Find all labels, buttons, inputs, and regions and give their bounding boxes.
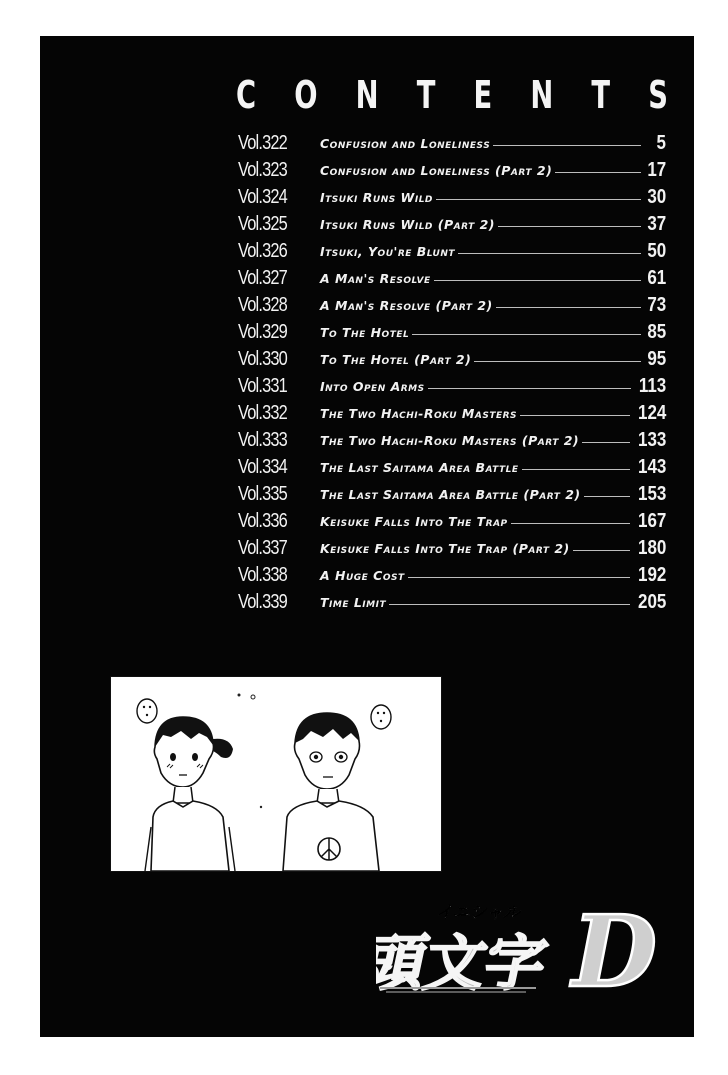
page-number: 133 (637, 429, 666, 451)
dot-leader (584, 496, 630, 497)
toc-row (238, 589, 666, 616)
volume-number: Vol.334 (238, 456, 287, 478)
volume-number: Vol.325 (238, 213, 287, 235)
toc-row (238, 157, 666, 184)
heading-letter: O (294, 73, 318, 117)
volume-number: Vol.326 (238, 240, 287, 262)
toc-row (238, 562, 666, 589)
volume-number: Vol.337 (238, 537, 287, 559)
dot-leader (573, 550, 630, 551)
volume-number: Vol.338 (238, 564, 287, 586)
page-number: 180 (637, 537, 666, 559)
page-number: 143 (637, 456, 666, 478)
page-number: 50 (647, 240, 666, 262)
dot-leader (511, 523, 630, 524)
dot-leader (458, 253, 641, 254)
page-number: 192 (637, 564, 666, 586)
volume-number: Vol.322 (238, 132, 287, 154)
page-number: 205 (637, 591, 666, 613)
manga-characters-drawing (111, 677, 441, 871)
chapter-title: To The Hotel (Part 2) (320, 352, 472, 367)
dot-leader (496, 307, 641, 308)
chapter-title: Itsuki, You're Blunt (320, 244, 456, 259)
toc-row (238, 211, 666, 238)
volume-number: Vol.336 (238, 510, 287, 532)
toc-row (238, 481, 666, 508)
dot-leader (555, 172, 640, 173)
chapter-title: A Man's Resolve (320, 271, 431, 286)
toc-row (238, 319, 666, 346)
chapter-title: Keisuke Falls Into The Trap (Part 2) (320, 541, 570, 556)
manga-illustration (110, 676, 442, 872)
dot-leader (389, 604, 630, 605)
volume-number: Vol.333 (238, 429, 287, 451)
chapter-title: Into Open Arms (320, 379, 425, 394)
chapter-title: To The Hotel (320, 325, 410, 340)
page-number: 37 (647, 213, 666, 235)
volume-number: Vol.323 (238, 159, 287, 181)
logo-kanji: 頭文字 (376, 929, 553, 996)
logo-kana: イニシャル (436, 903, 520, 923)
volume-number: Vol.331 (238, 375, 287, 397)
heading-letter: C (236, 73, 257, 117)
toc-row (238, 373, 666, 400)
dot-leader (474, 361, 640, 362)
heading-letter: N (530, 73, 554, 117)
dot-leader (493, 145, 641, 146)
page-number: 5 (656, 132, 666, 154)
page-number: 167 (637, 510, 666, 532)
chapter-title: A Man's Resolve (Part 2) (320, 298, 493, 313)
chapter-title: The Last Saitama Area Battle (320, 460, 519, 475)
contents-heading (236, 72, 668, 118)
volume-number: Vol.324 (238, 186, 287, 208)
toc-row (238, 535, 666, 562)
page-number: 153 (637, 483, 666, 505)
dot-leader (522, 469, 630, 470)
page-number: 95 (647, 348, 666, 370)
heading-letter: T (591, 73, 611, 117)
volume-number: Vol.330 (238, 348, 287, 370)
toc-row (238, 238, 666, 265)
page-number: 85 (647, 321, 666, 343)
chapter-title: Keisuke Falls Into The Trap (320, 514, 508, 529)
toc-row (238, 130, 666, 157)
toc-row (238, 400, 666, 427)
page-number: 124 (637, 402, 666, 424)
chapter-title: Confusion and Loneliness (320, 136, 491, 151)
chapter-title: A Huge Cost (320, 568, 405, 583)
toc-row (238, 265, 666, 292)
dot-leader (582, 442, 629, 443)
volume-number: Vol.335 (238, 483, 287, 505)
toc-row (238, 184, 666, 211)
chapter-title: Time Limit (320, 595, 387, 610)
chapter-title: The Last Saitama Area Battle (Part 2) (320, 487, 581, 502)
toc-row (238, 427, 666, 454)
page-number: 113 (638, 375, 666, 397)
page-number: 73 (647, 294, 666, 316)
toc-list (238, 130, 666, 616)
dot-leader (434, 280, 641, 281)
toc-row (238, 346, 666, 373)
initial-d-logo-graphic (376, 896, 666, 996)
dot-leader (412, 334, 641, 335)
heading-letter: N (355, 73, 379, 117)
chapter-title: Confusion and Loneliness (Part 2) (320, 163, 553, 178)
dot-leader (436, 199, 641, 200)
heading-letter: E (473, 73, 493, 117)
dot-leader (520, 415, 630, 416)
toc-row (238, 508, 666, 535)
heading-letter: T (416, 73, 436, 117)
dot-leader (428, 388, 631, 389)
chapter-title: Itsuki Runs Wild (320, 190, 433, 205)
toc-row (238, 454, 666, 481)
logo-letter-d: D (572, 896, 657, 996)
volume-number: Vol.329 (238, 321, 287, 343)
chapter-title: Itsuki Runs Wild (Part 2) (320, 217, 496, 232)
volume-number: Vol.328 (238, 294, 287, 316)
dot-leader (408, 577, 630, 578)
page-number: 61 (647, 267, 666, 289)
volume-number: Vol.339 (238, 591, 287, 613)
page-number: 30 (647, 186, 666, 208)
chapter-title: The Two Hachi-Roku Masters (320, 406, 518, 421)
initial-d-logo (376, 896, 666, 996)
heading-letter: S (648, 73, 668, 117)
dot-leader (498, 226, 641, 227)
volume-number: Vol.332 (238, 402, 287, 424)
toc-row (238, 292, 666, 319)
volume-number: Vol.327 (238, 267, 287, 289)
chapter-title: The Two Hachi-Roku Masters (Part 2) (320, 433, 580, 448)
page-number: 17 (647, 159, 666, 181)
